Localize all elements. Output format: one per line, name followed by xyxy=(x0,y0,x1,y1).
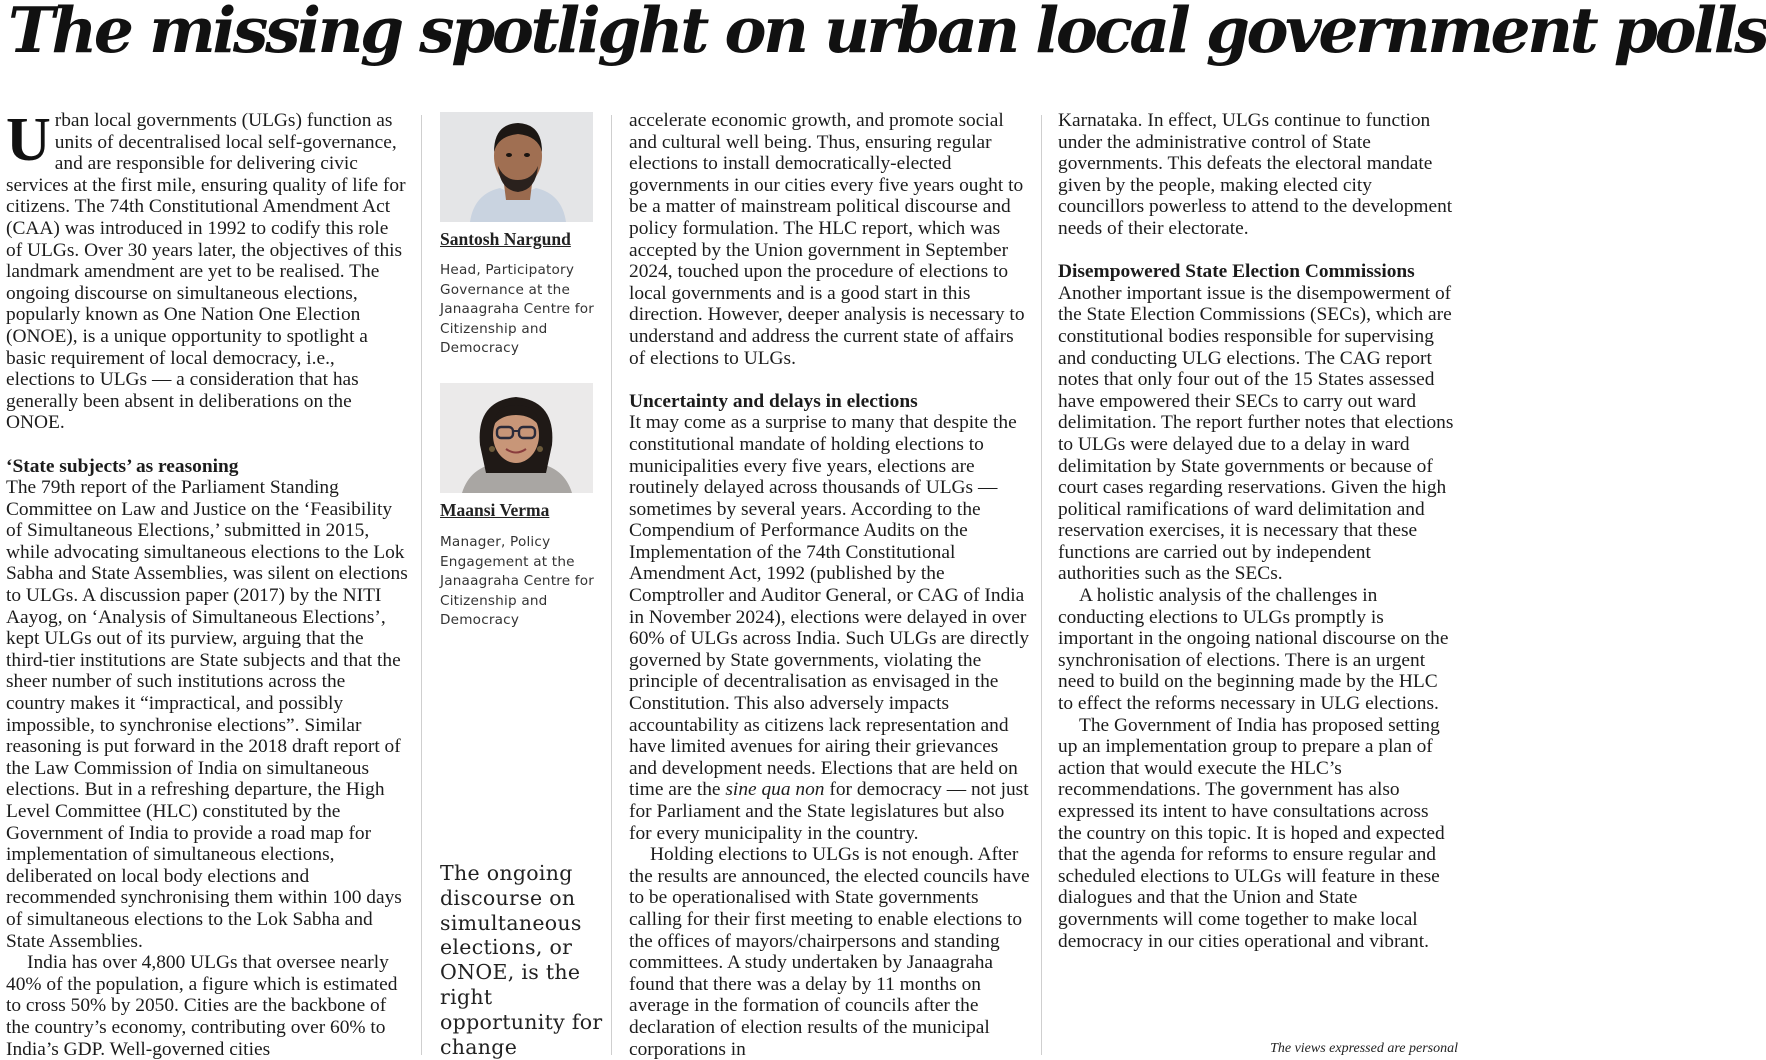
subheading: Disempowered State Election Commissions xyxy=(1058,261,1415,283)
paragraph-text: It may come as a surprise to many that despite the constitutional mandate of holding elections to municipalities every five years, elections are routinely delayed across thousands of ULGs — sometimes by several years. According to the Compendium of Performance Audits on the Implementation of the 74th Constitutional Amendment Act, 1992 (published by the Comptroller and Auditor General, or CAG of India in November 2024), elections were delayed in over 60% of ULGs across India. Such ULGs are directly governed by State governments, violating the principle of decentralisation as envisaged in the Constitution. This also adversely impacts accountability as citizens lack representation and have limited avenues for airing their grievances and development needs. Elections that are held on time are the xyxy=(629,412,1030,801)
author-name: Maansi Verma xyxy=(440,500,550,520)
article-paragraph: Holding elections to ULGs is not enough. After the results are announced, the elected councils have to be operationalised with State governments calling for their first meeting to enable elections to the offices of mayors/chairpersons and standing committees. A study undertaken by Janaagraha found that there was a delay by 11 months on average in the formation of councils after the declaration of election results of the municipal corporations in xyxy=(629,844,1030,1060)
column-divider xyxy=(1041,115,1042,1055)
author-role: Head, Participatory Governance at the Janaagraha Centre for Citizenship and Democracy xyxy=(440,262,595,357)
article-paragraph: The Government of India has proposed setting up an implementation group to prepare a plan of action that would execute the HLC’s recommendations. The government has also expressed its intent to have consultations across the country on this topic. It is hoped and expected that the agenda for reforms to ensure regular and scheduled elections to ULGs will feature in these dialogues and that the Union and State governments will come together to make local democracy in our cities operational and vibrant. xyxy=(1058,714,1445,952)
article-paragraph xyxy=(629,412,1031,844)
headline: The missing spotlight on urban local government polls xyxy=(8,0,1766,67)
author-name: Santosh Nargund xyxy=(440,229,571,249)
article-paragraph: accelerate economic growth, and promote social and cultural well being. Thus, ensuring regular elections to install democratically-elected governments in our cities every five years ought to be a matter of mainstream political discourse and policy formulation. The HLC report, which was accepted by the Union government in September 2024, touched upon the procedure of elections to local governments and is a good start in this direction. However, deeper analysis is necessary to understand and address the current state of affairs of elections to ULGs. xyxy=(629,110,1025,369)
author-photo xyxy=(440,383,593,493)
italic-phrase: sine qua non xyxy=(725,779,825,801)
article-paragraph: Karnataka. In effect, ULGs continue to function under the administrative control of State governments. This defeats the electoral mandate given by the people, making elected city councillors powerless to attend to the development needs of their electorate. xyxy=(1058,110,1453,239)
paragraph-text: for democracy — not just for Parliament and the State legislatures but also for every municipality in the country. xyxy=(629,779,1029,844)
disclaimer-note: The views expressed are personal xyxy=(1270,1041,1458,1056)
intro-text: rban local governments (ULGs) function as units of decentralised local self-governance, and are responsible for delivering civic services at the first mile, ensuring quality of life for citizens. The 74th Constitutional Amendment Act (CAA) was introduced in 1992 to codify this role of ULGs. Over 30 years later, the objectives of this landmark amendment are yet to be realised. The ongoing discourse on simultaneous elections, popularly known as One Nation One Election (ONOE), is a unique opportunity to spotlight a basic requirement of local democracy, i.e., elections to ULGs — a consideration that has generally been absent in deliberations on the ONOE. xyxy=(6,110,406,434)
portrait-woman-photo xyxy=(440,383,593,493)
article-paragraph xyxy=(6,106,408,434)
article-column-2 xyxy=(629,110,1031,1060)
article-paragraph: India has over 4,800 ULGs that oversee nearly 40% of the population, a figure which is estimated to cross 50% by 2050. Cities are the backbone of the country’s economy, contributing over 60% to India’s GDP. Well-governed cities xyxy=(6,952,398,1060)
article-paragraph: A holistic analysis of the challenges in conducting elections to ULGs promptly is important in the ongoing national discourse on the synchronisation of elections. There is an urgent need to build on the beginning made by the HLC to effect the reforms necessary in ULG elections. xyxy=(1058,585,1449,715)
subheading: ‘State subjects’ as reasoning xyxy=(6,455,239,477)
portrait-man-photo xyxy=(440,112,593,222)
article-column-1 xyxy=(6,106,408,1060)
pull-quote: The ongoing discourse on simultaneous elections, or ONOE, is the right opportunity for change xyxy=(440,861,603,1059)
subheading: Uncertainty and delays in elections xyxy=(629,390,918,412)
author-role: Manager, Policy Engagement at the Janaagraha Centre for Citizenship and Democracy xyxy=(440,534,595,629)
article-paragraph: Another important issue is the disempowerment of the State Election Commissions (SECs), which are constitutional bodies responsible for supervising and conducting ULG elections. The CAG report notes that only four out of the 15 States assessed have empowered their SECs to carry out ward delimitation. The report further notes that elections to ULGs were delayed due to a delay in ward delimitation by State governments or because of court cases regarding reservations. Given the high political ramifications of ward delimitation and reservation exercises, it is necessary that these functions are carried out by independent authorities such as the SECs. xyxy=(1058,282,1454,585)
author-photo xyxy=(440,112,593,222)
drop-cap: U xyxy=(6,106,51,174)
article-paragraph: The 79th report of the Parliament Standing Committee on Law and Justice on the ‘Feasibility of Simultaneous Elections,’ submitted in 2015, while advocating simultaneous elections to the Lok Sabha and State Assemblies, was silent on elections to ULGs. A discussion paper (2017) by the NITI Aayog, on ‘Analysis of Simultaneous Elections’, kept ULGs out of its purview, arguing that the third-tier institutions are State subjects and that the sheer number of such institutions across the country makes it “impractical, and possibly impossible, to synchronise elections”. Similar reasoning is put forward in the 2018 draft report of the Law Commission of India on simultaneous elections. But in a refreshing departure, the High Level Committee (HLC) constituted by the Government of India to provide a road map for implementation of simultaneous elections, deliberated on local body elections and recommended synchronising them within 100 days of simultaneous elections to the Lok Sabha and State Assemblies. xyxy=(6,477,408,952)
column-divider xyxy=(421,115,422,1055)
article-column-3 xyxy=(1058,110,1456,952)
column-divider xyxy=(611,115,612,1055)
